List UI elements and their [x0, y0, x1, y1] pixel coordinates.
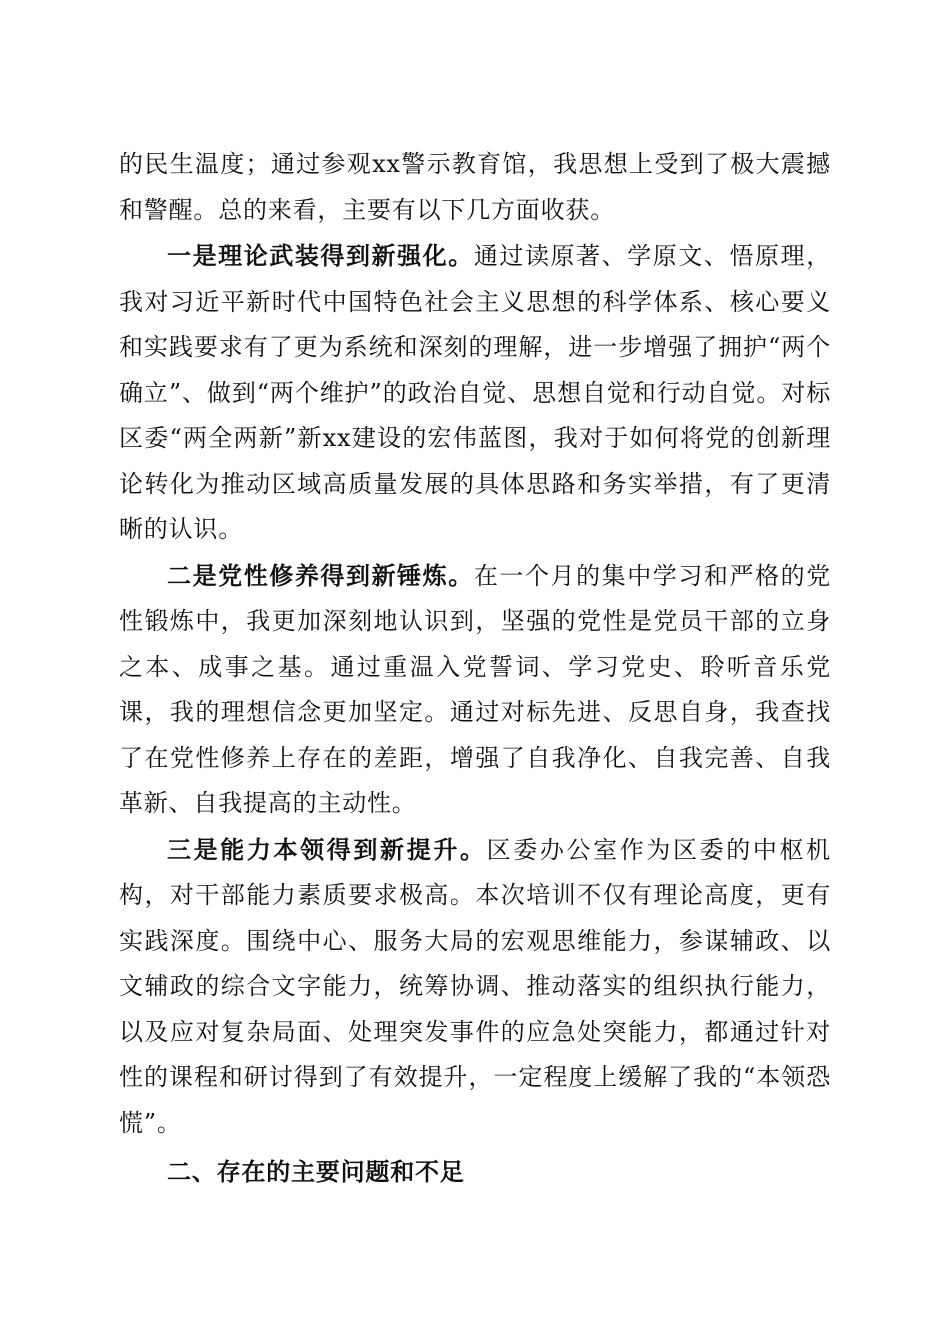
paragraph-party-spirit — [119, 553, 831, 827]
paragraph-continuation — [119, 142, 831, 233]
paragraph-text: 区委办公室作为区委的中枢机构，对干部能力素质要求极高。本次培训不仅有理论高度，更有实践深度。围绕中心、服务大局的宏观思维能力，参谋辅政、以文辅政的综合文字能力，统筹协调、推动落实的组织执行能力，以及应对复杂局面、处理突发事件的应急处突能力，都通过针对性的课程和研讨得到了有效提升，一定程度上缓解了我的“本领恐慌”。 — [119, 835, 831, 1137]
paragraph-text: 在一个月的集中学习和严格的党性锻炼中，我更加深刻地认识到，坚强的党性是党员干部的立身之本、成事之基。通过重温入党誓词、学习党史、聆听音乐党课，我的理想信念更加坚定。通过对标先进、反思自身，我查找了在党性修养上存在的差距，增强了自我净化、自我完善、自我革新、自我提高的主动性。 — [119, 561, 831, 817]
paragraph-theory — [119, 233, 831, 553]
paragraph-text: 通过读原著、学原文、悟原理，我对习近平新时代中国特色社会主义思想的科学体系、核心要义和实践要求有了更为系统和深刻的理解，进一步增强了拥护“两个确立”、做到“两个维护”的政治自觉、思想自觉和行动自觉。对标区委“两全两新”新xx建设的宏伟蓝图，我对于如何将党的创新理论转化为推动区域高质量发展的具体思路和务实举措，有了更清晰的认识。 — [119, 242, 831, 543]
paragraph-lead: 三是能力本领得到新提升。 — [167, 834, 487, 864]
section-heading: 二、存在的主要问题和不足 — [167, 1158, 465, 1186]
paragraph-lead: 一是理论武装得到新强化。 — [167, 241, 474, 270]
paragraph-text: 的民生温度；通过参观xx警示教育馆，我思想上受到了极大震撼和警醒。总的来看，主要有以下几方面收获。 — [119, 150, 831, 224]
paragraph-lead: 二是党性修养得到新锤炼。 — [167, 560, 474, 590]
paragraph-ability — [119, 827, 831, 1147]
document-body — [119, 142, 831, 1196]
